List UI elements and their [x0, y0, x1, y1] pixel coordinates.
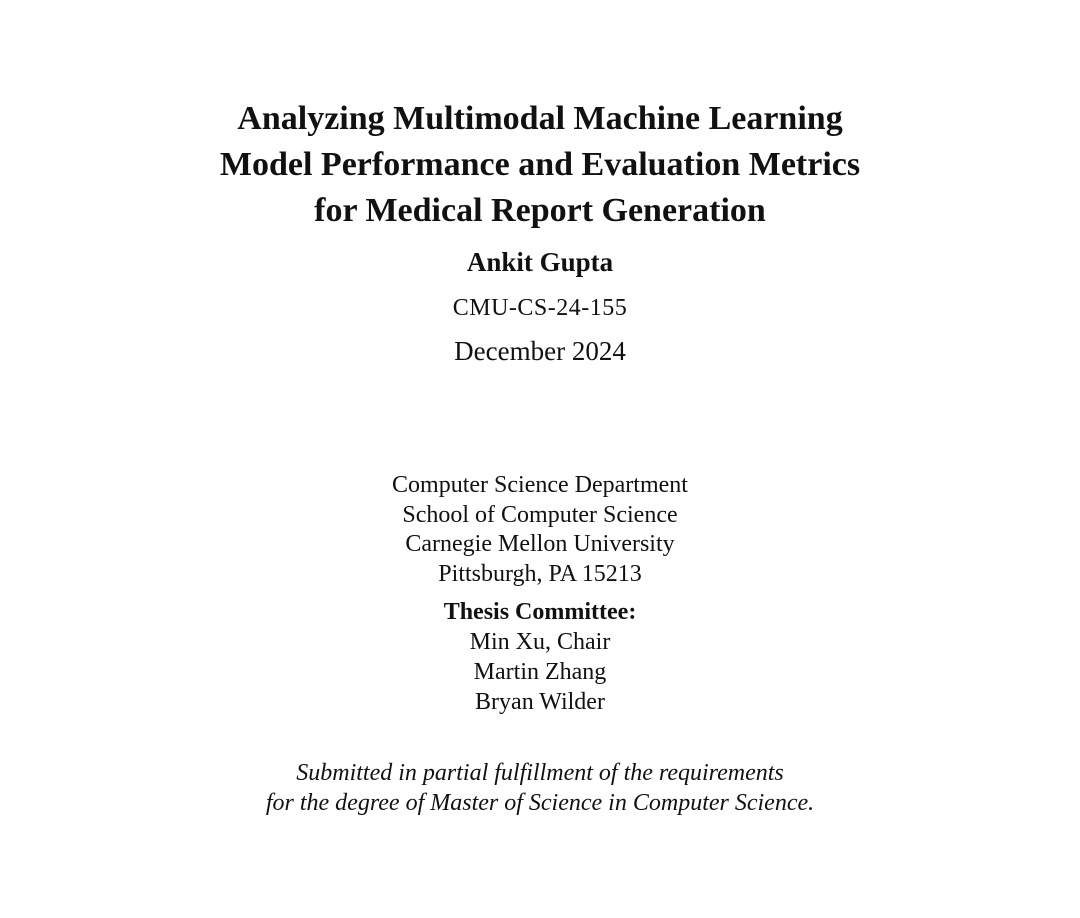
submission-line: Submitted in partial fulfillment of the requirements: [296, 760, 784, 786]
author-name: Ankit Gupta: [466, 247, 614, 277]
report-number: CMU-CS-24-155: [452, 295, 628, 321]
university-line: Carnegie Mellon University: [405, 531, 675, 557]
address-line: Pittsburgh, PA 15213: [438, 560, 642, 587]
committee-member: Martin Zhang: [473, 659, 607, 685]
committee-member: Bryan Wilder: [475, 689, 605, 715]
school-line: School of Computer Science: [402, 501, 678, 528]
title-line: Analyzing Multimodal Machine Learning: [237, 100, 843, 137]
committee-member: Min Xu, Chair: [469, 629, 611, 655]
title-line: for Medical Report Generation: [314, 192, 766, 229]
committee-heading: Thesis Committee:: [443, 599, 637, 625]
thesis-title: [0, 96, 1080, 234]
affiliation-block: [0, 471, 1080, 589]
submission-line: for the degree of Master of Science in Computer Science.: [265, 790, 815, 816]
thesis-committee: [0, 597, 1080, 717]
department-line: Computer Science Department: [392, 472, 688, 498]
publication-date: December 2024: [454, 336, 626, 366]
title-line: Model Performance and Evaluation Metrics: [219, 146, 861, 183]
submission-statement: [0, 758, 1080, 818]
